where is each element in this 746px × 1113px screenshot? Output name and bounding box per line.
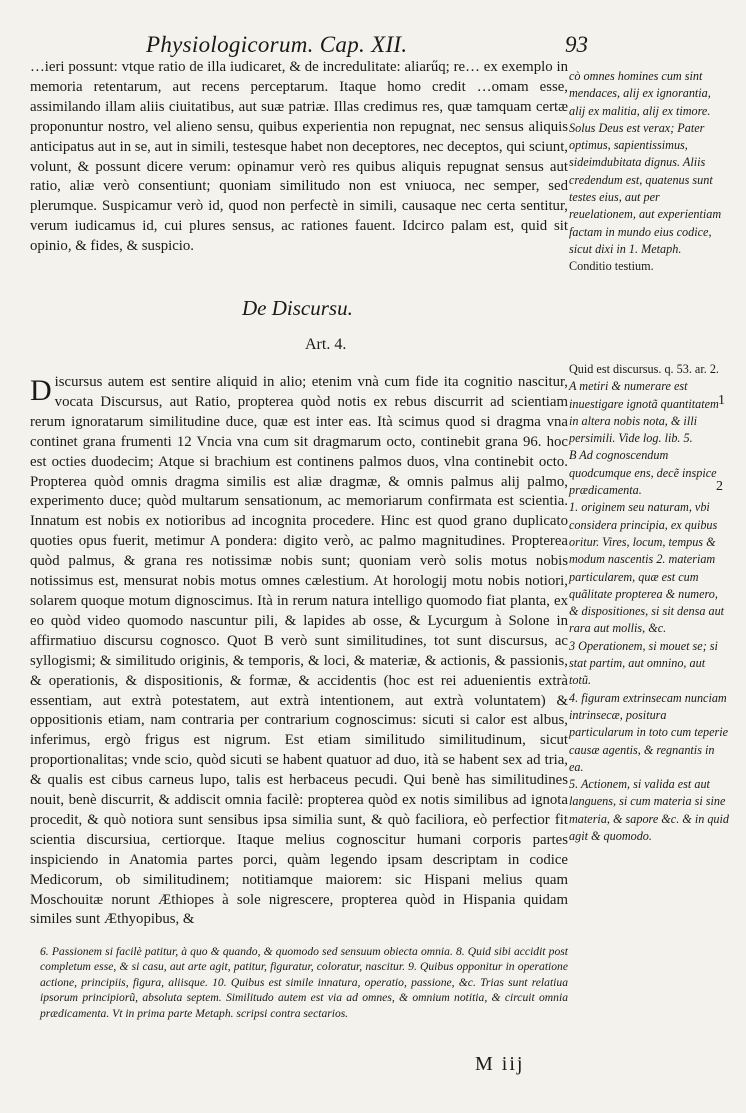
body-paragraph: Discursus autem est sentire aliquid in alio; etenim vnà cum fide ita cognitio nascitur, vocata Discursus, aut Ratio, propterea quòd notis ex rebus discurrit ad scientiam rerum ignoratarum similitudine duce, quæ est inter eas. Ità scimus quod si dragma vna continet grana frumenti 12 Vncia vna cum sit dragmarum octo, continebit grana 96. hoc est octies duodecim; Atque si brachium est continens palmos duos, vlna continebit octo. Propterea quòd omnis dragma similis est aliæ dragmæ, & omnis palmus alij palmo, experimento duce; quòd multarum sensationum, ac memoriarum confirmata est scientia. Innatum est nobis ex notioribus ad incognita procedere. Hinc est quod grano duplicato quoties opus fuerit, metimur A pondera: digito verò, ac palmo magnitudines. Propterea quòd palmus, & grana res notissimæ nobis sunt; quoniam verò solis motus nobis notissimus est, mensurat nobis motus omnes cælestium. At horologij motu nobis notiori, solarem quoque motum dignoscimus. Ità in rerum natura intelligo quomodo fiat planta, ex eo quòd video quomodo nascuntur pili, & lapides ab osse, & Lycurgum à Solone in affirmatiuo discursu cognosco. Quot B verò sunt similitudines, tot sunt discursus, ac syllogismi; & similitudo originis, & temporis, & loci, & materiæ, & actionis, & passionis, & operationis, & dispositionis, & formæ, & accidentis (hoc est rei aduenientis extrà essentiam, aut extrà potestatem, aut extrà intentionem, aut extrà voluntatem) & oppositionis etiam, nam contraria per contrarium cognoscimus: sicuti si calor est albus, inferimus, ergò frigus est nigrum. Est etiam similitudo similitudinum, sicut proportionalitas; vnde scio, quòd sicuti se habent quatuor ad duo, ità se habent sex ad tria, & qualis est cibus carneus lupo, talis est herbaceus pecudi. Qui benè has similitudines nouit, benè discurrit, & addiscit omnia facilè: propterea quòd ex notis similibus ad ignota procedit, & quò notiora sunt sensibus ipsa similia sunt, & quò faciliora, eò perfectior fit scientia discursiua, certiorque. Itaque melius cognoscitur humani corporis partes inspiciendo in Anatomia partes porci, quàm legendo ipsam descriptam in codice Medicorum, ob similitudinem; notitiamque maiorem: sic Hispani melius quam Moschouitæ norunt Æthiopes à sole nigrescere, propterea quòd in Hispania quidam similes sunt Æthyopibus, & [30,374,568,928]
section-heading: De Discursu. [242,296,353,320]
top-paragraph: …ieri possunt: vtque ratio de illa iudicaret, & de incredulitate: aliarűq; re… ex exemplo in memoria retentarum, aut recens perceptarum. Itaque homo credit …omam esse, assimilando illam aliis ciuitatibus, aut suæ patriæ. Illas credimus res, quæ tamquam certæ proponuntur nostro, vel alieno sensu, quibus experientia non repugnat, nec sensus aliquis anticipatus aut in se, aut in simili, testesque habet non deceptores, nec deceptos, qui sciunt, volunt, & possunt dicere verum: opinamur verò res quibus aliquis repugnat sensus aut ratio, aliæ verò consentiunt; quoniam similitudo non est vniuoca, nec semper, sed plerumque. Suspicamur verò id, quod non perfectè in simili, causaque nec certa sentitur, verum iudicamus id, cui plures sensus, ac rationes fauent. Idcirco palam est, quid sit opinio, & fides, & suspicio. [30,59,568,255]
footnotes: 6. Passionem si facilè patitur, à quo & quando, & quomodo sed sensuum obiecta omnia. 8. Quid sibi accidit post completum esse, & si casu, aut arte agit, patitur, figuratur, coloratur, nascitur. 9. Quibus opponitur in operatione actione, principiis, figura, aliisque. 10. Quibus est simile innatura, operatio, passione, &c. Trias sunt relatiua ipsorum principiorũ, absoluta septem. Similitudo autem est via ad omnes, & omnium notitia, & circuit omnia prædicamenta. Vt in prima parte Metaph. scripsi contra sectarios. [40,945,568,1020]
margin-note: 3 Operationem, si mouet se; si stat partim, aut omnino, aut totũ. [569,638,718,688]
signature-mark: M iij [475,1053,525,1075]
outer-margin-mark: 2 [716,479,723,494]
top-paragraph-block [30,58,568,257]
top-margin-caption: Conditio testium. [569,259,654,274]
margin-note: 4. figuram extrinsecam nunciam intrinsecæ, positura particularum in toto cum teperie causæ agentis, & regnantis in ea. [569,690,729,774]
body-paragraph-block [30,373,568,930]
article-label: Art. 4. [305,336,347,353]
margin-note: 5. Actionem, si valida est aut languens, si cum materia si sine materia, & sapore &c. & in quid agit & quomodo. [569,777,730,844]
margin-note: Quid est discursus. q. 53. ar. 2. [569,362,719,376]
body-margin-notes [569,361,729,845]
top-margin-note: cò omnes homines cum sint mendaces, alij ex ignorantia, alij ex malitia, alij ex timore. Solus Deus est verax; Pater optimus, sapientissimus, sideimdubitata dignus. Aliis credendum est, quatenus sunt testes eius, aut per reuelationem, aut experientiam factam in mundo eius codice, sicut dixi in 1. Metaph. [569,69,722,256]
margin-note: A metiri & numerare est inuestigare ignotã quantitatem in altera nobis nota, & illi persimili. Vide log. lib. 5. [569,379,719,446]
margin-note: 1. originem seu naturam, vbi considera principia, ex quibus oritur. Vires, locum, tempus & modum nascentis 2. materiam particularem, quæ est cum quãlitate propterea & numero, & dispositiones, si sit densa aut rara aut mollis, &c. [569,500,725,636]
top-margin-notes [569,68,729,276]
page-number: 93 [565,32,588,57]
running-head: Physiologicorum. Cap. XII. [146,32,408,57]
outer-margin-mark: 1 [718,393,725,408]
footnotes-block [40,944,568,1021]
margin-note: B Ad cognoscendum quodcumque ens, decẽ inspice prædicamenta. [569,448,717,498]
